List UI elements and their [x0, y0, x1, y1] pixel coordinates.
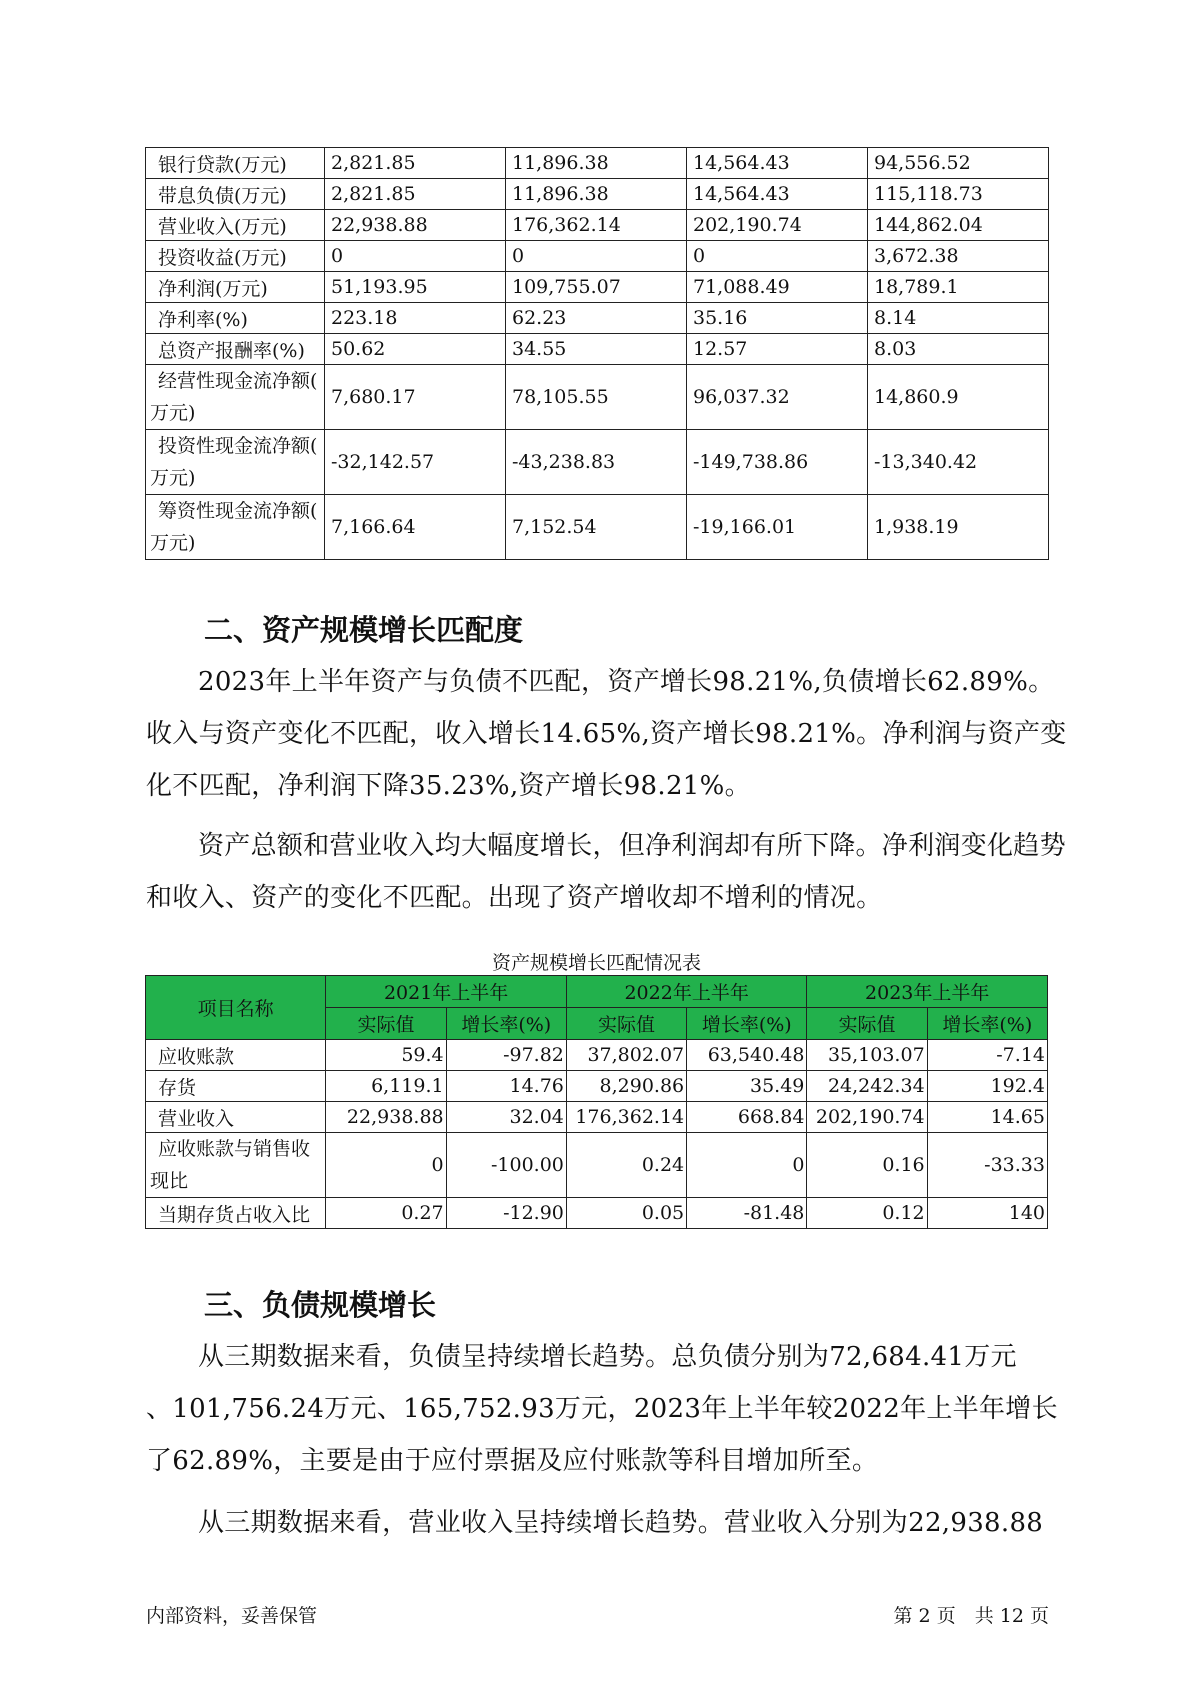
value-cell: 2,821.85: [325, 148, 506, 179]
section3-paragraph-2: 从三期数据来看，营业收入呈持续增长趋势。营业收入分别为22,938.88: [198, 1508, 1044, 1538]
row-label-line-2: 万元): [150, 402, 196, 424]
sub-header-actual: 实际值: [326, 1008, 446, 1040]
financial-table-row: [146, 241, 1049, 272]
row-label: [146, 365, 325, 430]
value-cell: 7,680.17: [325, 365, 506, 430]
value-cell: 51,193.95: [325, 272, 506, 303]
section2-heading: 二、资产规模增长匹配度: [204, 613, 524, 647]
growth-rate-cell: 140: [927, 1198, 1047, 1229]
growth-rate-cell: 32.04: [446, 1102, 566, 1133]
value-cell: 94,556.52: [868, 148, 1049, 179]
sub-header-growth: 增长率(%): [927, 1008, 1047, 1040]
value-cell: 62.23: [506, 303, 687, 334]
value-cell: 8.14: [868, 303, 1049, 334]
row-label-line-1: 投资性现金流净额(: [158, 435, 318, 457]
growth-table-row: [146, 1071, 1048, 1102]
growth-rate-cell: -97.82: [446, 1040, 566, 1071]
financial-table-row: [146, 210, 1049, 241]
value-cell: 176,362.14: [506, 210, 687, 241]
growth-rate-cell: 14.76: [446, 1071, 566, 1102]
growth-rate-cell: -81.48: [687, 1198, 807, 1229]
page-label-3: 页: [1029, 1605, 1049, 1627]
value-cell: 11,896.38: [506, 148, 687, 179]
growth-table-caption: 资产规模增长匹配情况表: [491, 952, 701, 974]
value-cell: 14,564.43: [687, 148, 868, 179]
section2-paragraph-1: 2023年上半年资产与负债不匹配，资产增长98.21%,负债增长62.89%。收入与资产变化不匹配，收入增长14.65%,资产增长98.21%。净利润与资产变化不匹配，净利润下降35.23%,资产增长98.21%。: [146, 667, 1067, 801]
financial-table-row: [146, 179, 1049, 210]
row-label: 营业收入(万元): [146, 210, 325, 241]
value-cell: 0: [325, 241, 506, 272]
financial-table-row: [146, 148, 1049, 179]
item-name-header: 项目名称: [146, 976, 326, 1040]
actual-value-cell: 37,802.07: [566, 1040, 686, 1071]
value-cell: 11,896.38: [506, 179, 687, 210]
period-header-2022: 2022年上半年: [566, 976, 807, 1008]
financial-table-body: [146, 148, 1049, 560]
actual-value-cell: 24,242.34: [807, 1071, 927, 1102]
growth-rate-cell: -33.33: [927, 1133, 1047, 1198]
row-label: [146, 495, 325, 560]
row-label-line-1: 筹资性现金流净额(: [158, 500, 318, 522]
sub-header-actual: 实际值: [807, 1008, 927, 1040]
value-cell: 35.16: [687, 303, 868, 334]
row-label: 存货: [146, 1071, 326, 1102]
row-label: [146, 1133, 326, 1198]
growth-rate-cell: 668.84: [687, 1102, 807, 1133]
financial-table-row: [146, 303, 1049, 334]
actual-value-cell: 0: [326, 1133, 446, 1198]
section3-paragraph-1-line-3: 了62.89%，主要是由于应付票据及应付账款等科目增加所至。: [146, 1446, 879, 1476]
growth-rate-cell: 192.4: [927, 1071, 1047, 1102]
value-cell: -13,340.42: [868, 430, 1049, 495]
actual-value-cell: 8,290.86: [566, 1071, 686, 1102]
actual-value-cell: 0.24: [566, 1133, 686, 1198]
value-cell: 115,118.73: [868, 179, 1049, 210]
financial-table-row: [146, 430, 1049, 495]
period-header-2023: 2023年上半年: [807, 976, 1048, 1008]
value-cell: 96,037.32: [687, 365, 868, 430]
page-current: 2: [918, 1605, 931, 1627]
financial-table-row: [146, 365, 1049, 430]
growth-table-row: [146, 1133, 1048, 1198]
actual-value-cell: 0.05: [566, 1198, 686, 1229]
value-cell: 109,755.07: [506, 272, 687, 303]
growth-rate-cell: -12.90: [446, 1198, 566, 1229]
value-cell: 22,938.88: [325, 210, 506, 241]
section3-paragraph-1-line-2: 、101,756.24万元、165,752.93万元，2023年上半年较2022年上半年增长: [146, 1394, 1058, 1424]
growth-table-body: [146, 1040, 1048, 1229]
value-cell: 202,190.74: [687, 210, 868, 241]
value-cell: -32,142.57: [325, 430, 506, 495]
row-label-line-1: 应收账款与销售收: [158, 1138, 311, 1160]
growth-rate-cell: 0: [687, 1133, 807, 1198]
sub-header-actual: 实际值: [566, 1008, 686, 1040]
page-label-1: 第: [893, 1605, 913, 1627]
section3-paragraph-1: [146, 1331, 1086, 1487]
value-cell: 50.62: [325, 334, 506, 365]
value-cell: -149,738.86: [687, 430, 868, 495]
actual-value-cell: 35,103.07: [807, 1040, 927, 1071]
row-label: [146, 430, 325, 495]
row-label: 当期存货占收入比: [146, 1198, 326, 1229]
actual-value-cell: 202,190.74: [807, 1102, 927, 1133]
actual-value-cell: 22,938.88: [326, 1102, 446, 1133]
row-label: 净利率(%): [146, 303, 325, 334]
value-cell: 7,166.64: [325, 495, 506, 560]
financial-table-row: [146, 272, 1049, 303]
value-cell: 34.55: [506, 334, 687, 365]
row-label: 银行贷款(万元): [146, 148, 325, 179]
growth-table-row: [146, 1198, 1048, 1229]
growth-rate-cell: -7.14: [927, 1040, 1047, 1071]
value-cell: 78,105.55: [506, 365, 687, 430]
value-cell: 2,821.85: [325, 179, 506, 210]
value-cell: 18,789.1: [868, 272, 1049, 303]
growth-match-table: [145, 975, 1048, 1229]
actual-value-cell: 0.12: [807, 1198, 927, 1229]
actual-value-cell: 176,362.14: [566, 1102, 686, 1133]
row-label: 营业收入: [146, 1102, 326, 1133]
page-total: 12: [999, 1605, 1024, 1627]
row-label: 投资收益(万元): [146, 241, 325, 272]
value-cell: 14,860.9: [868, 365, 1049, 430]
growth-table-row: [146, 1102, 1048, 1133]
value-cell: 0: [506, 241, 687, 272]
row-label: 净利润(万元): [146, 272, 325, 303]
value-cell: 8.03: [868, 334, 1049, 365]
footer-page-number: [893, 1601, 1049, 1628]
financial-table-row: [146, 334, 1049, 365]
section3-heading: 三、负债规模增长: [204, 1288, 437, 1322]
section2-paragraph-2: 资产总额和营业收入均大幅度增长，但净利润却有所下降。净利润变化趋势和收入、资产的变化不匹配。出现了资产增收却不增利的情况。: [146, 831, 1066, 913]
growth-rate-cell: 35.49: [687, 1071, 807, 1102]
value-cell: 0: [687, 241, 868, 272]
growth-rate-cell: -100.00: [446, 1133, 566, 1198]
value-cell: -43,238.83: [506, 430, 687, 495]
sub-header-growth: 增长率(%): [687, 1008, 807, 1040]
row-label-line-2: 万元): [150, 532, 196, 554]
financial-table-row: [146, 495, 1049, 560]
row-label: 总资产报酬率(%): [146, 334, 325, 365]
value-cell: 223.18: [325, 303, 506, 334]
sub-header-growth: 增长率(%): [446, 1008, 566, 1040]
financial-table: [145, 147, 1049, 560]
value-cell: 144,862.04: [868, 210, 1049, 241]
row-label-line-2: 万元): [150, 467, 196, 489]
row-label: 带息负债(万元): [146, 179, 325, 210]
actual-value-cell: 59.4: [326, 1040, 446, 1071]
row-label-line-2: 现比: [150, 1170, 189, 1192]
value-cell: -19,166.01: [687, 495, 868, 560]
row-label-line-1: 经营性现金流净额(: [158, 370, 318, 392]
value-cell: 7,152.54: [506, 495, 687, 560]
section3-paragraph-1-line-1: 从三期数据来看，负债呈持续增长趋势。总负债分别为72,684.41万元: [198, 1342, 1017, 1372]
row-label: 应收账款: [146, 1040, 326, 1071]
growth-rate-cell: 14.65: [927, 1102, 1047, 1133]
value-cell: 1,938.19: [868, 495, 1049, 560]
page-label-2: 页 共: [936, 1605, 994, 1627]
period-header-2021: 2021年上半年: [326, 976, 567, 1008]
footer-confidential-note: 内部资料，妥善保管: [146, 1605, 318, 1627]
value-cell: 14,564.43: [687, 179, 868, 210]
value-cell: 3,672.38: [868, 241, 1049, 272]
growth-table-row: [146, 1040, 1048, 1071]
value-cell: 12.57: [687, 334, 868, 365]
actual-value-cell: 6,119.1: [326, 1071, 446, 1102]
actual-value-cell: 0.27: [326, 1198, 446, 1229]
growth-rate-cell: 63,540.48: [687, 1040, 807, 1071]
actual-value-cell: 0.16: [807, 1133, 927, 1198]
value-cell: 71,088.49: [687, 272, 868, 303]
